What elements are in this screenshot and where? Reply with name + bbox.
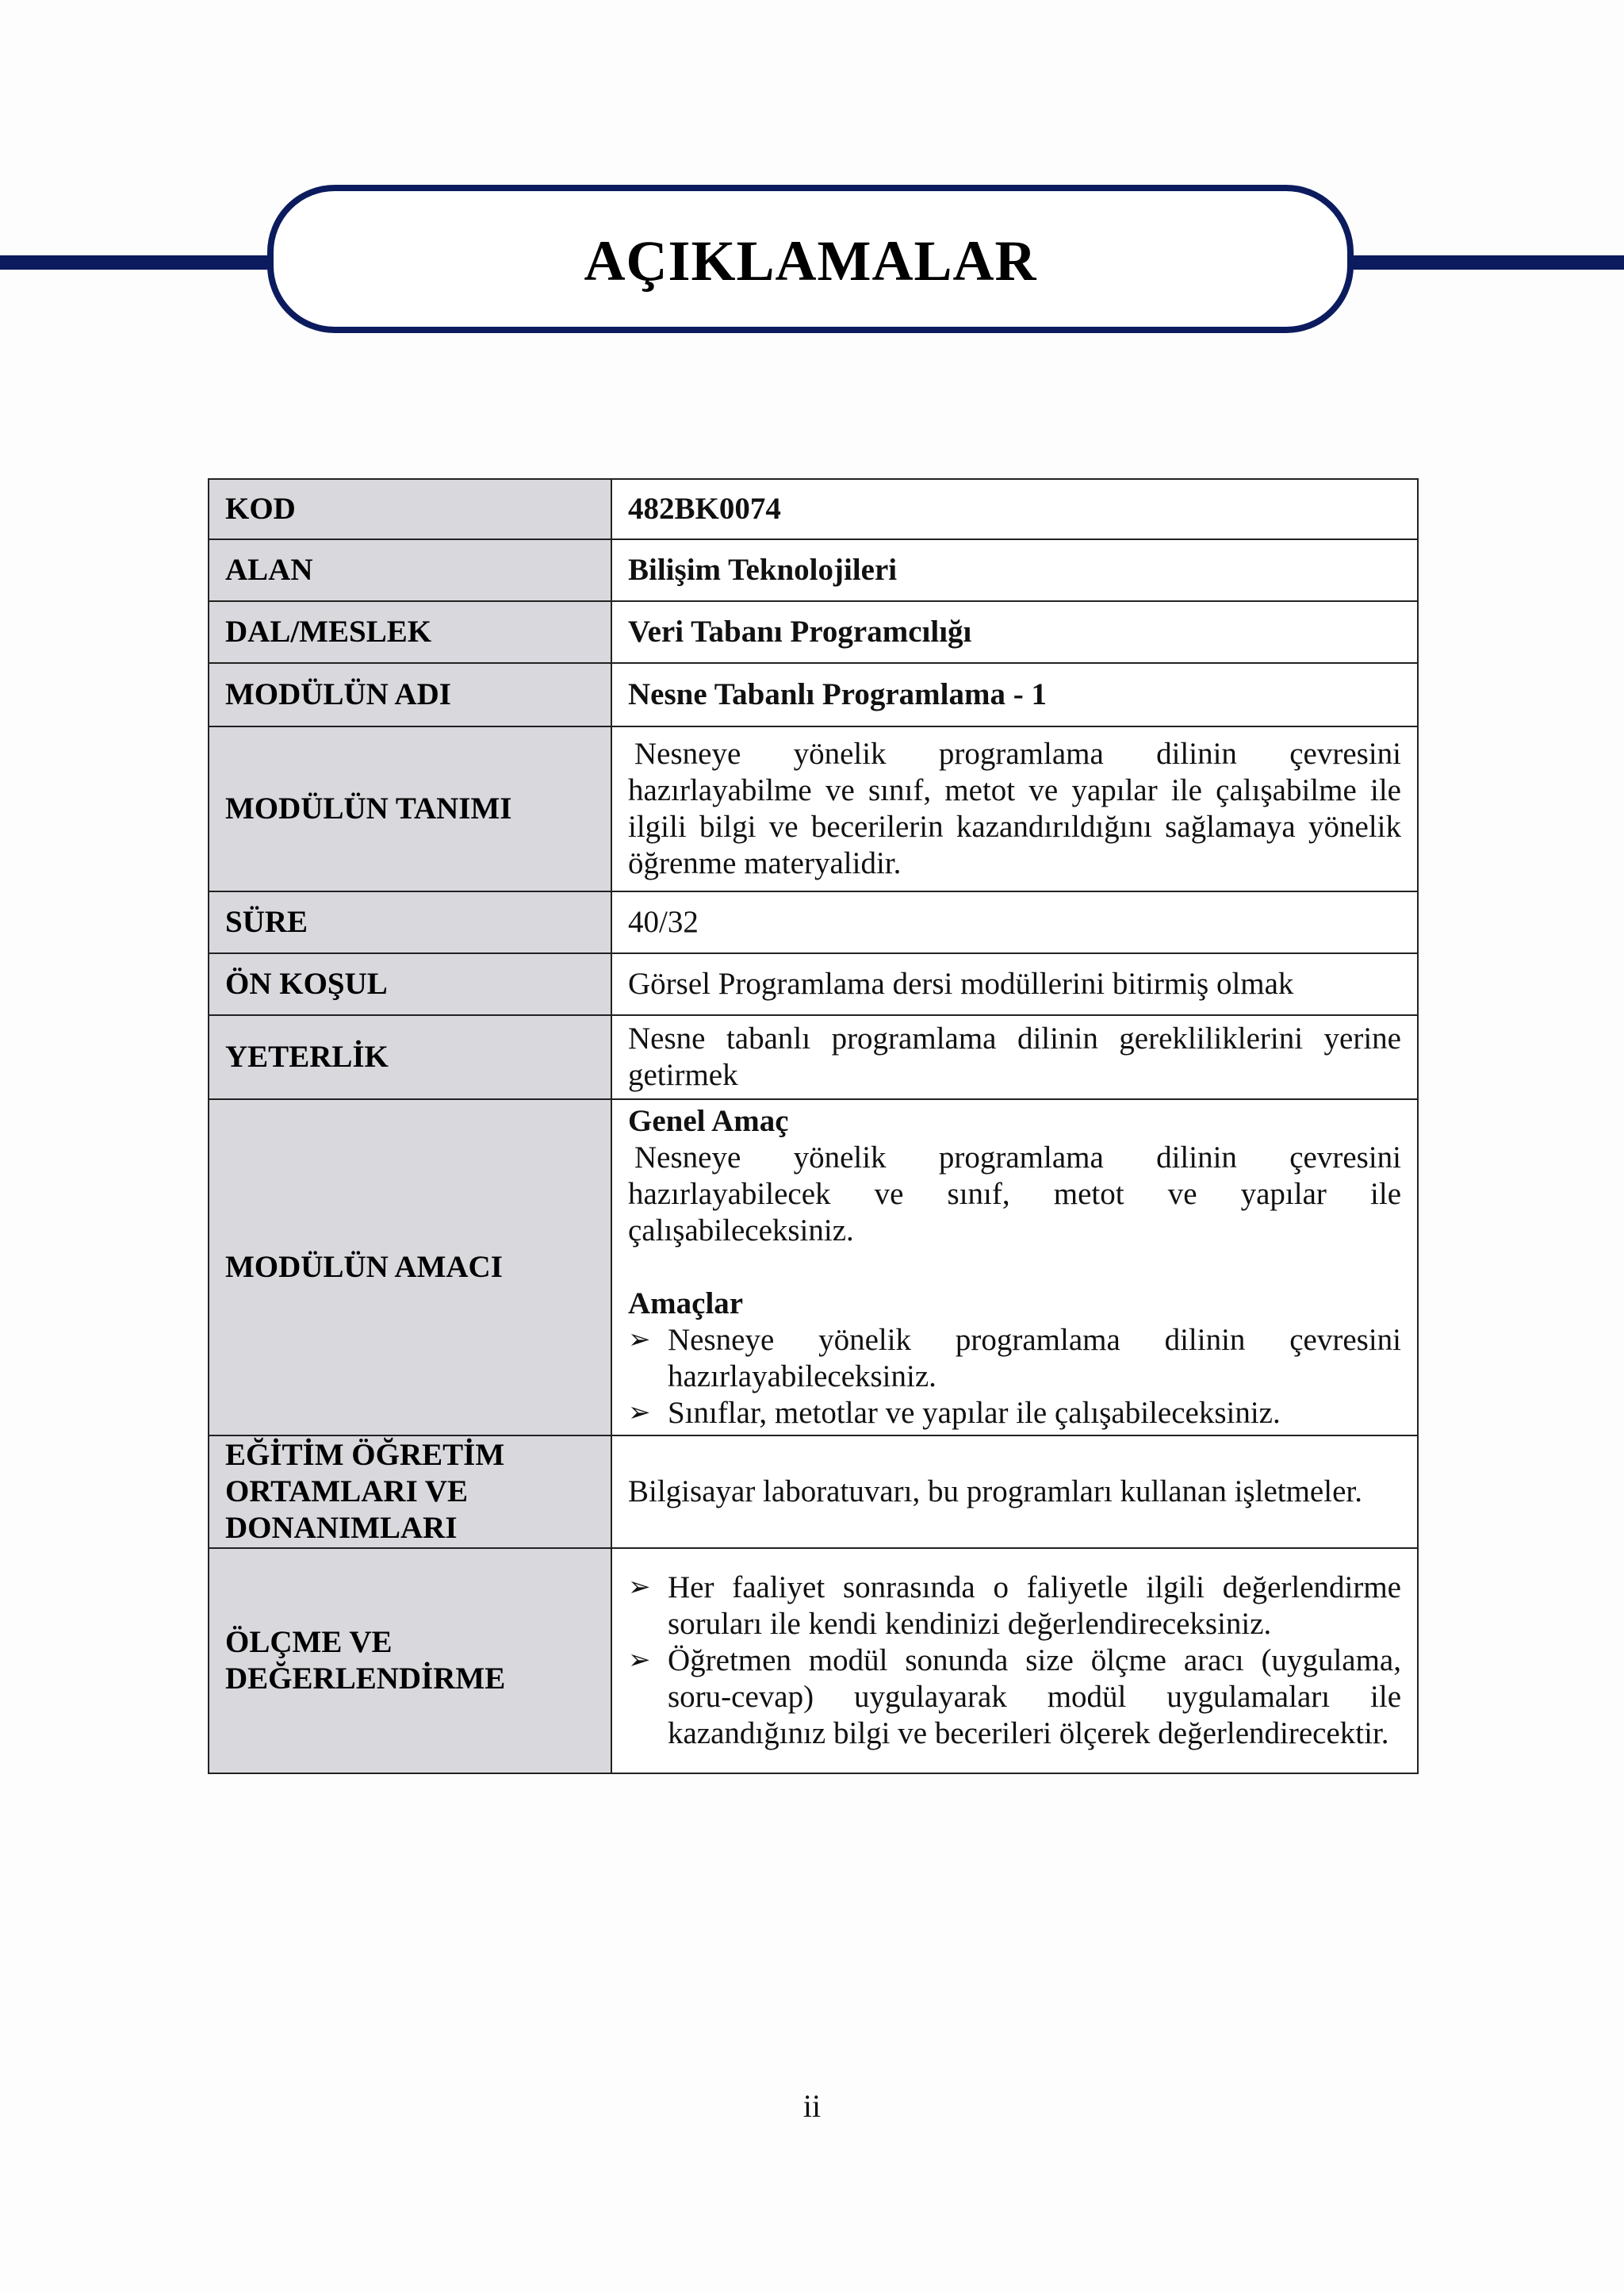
label-egitim-line1: EĞİTİM ÖĞRETİM — [225, 1438, 505, 1472]
label-olcme-line1: ÖLÇME VE — [225, 1625, 393, 1659]
value-modul-tanimi: Nesneye yönelik programlama dilinin çevresini hazırlayabilme ve sınıf, metot ve yapılar ile çalışabilme ile ilgili bilgi ve becerilerin kazandırıldığını sağlamaya yönelik öğrenme materyalidir. — [611, 726, 1418, 891]
olcme-item-1: Her faaliyet sonrasında o faliyetle ilgili değerlendirme soruları ile kendi kendinizi değerlendireceksiniz. — [668, 1570, 1401, 1641]
label-modul-adi: MODÜLÜN ADI — [209, 663, 611, 726]
value-egitim: Bilgisayar laboratuvarı, bu programları kullanan işletmeler. — [611, 1435, 1418, 1548]
table-row-olcme — [209, 1548, 1418, 1773]
label-on-kosul: ÖN KOŞUL — [209, 953, 611, 1015]
amac-item-1: Nesneye yönelik programlama dilinin çevresini hazırlayabileceksiniz. — [668, 1323, 1401, 1393]
page-number: ii — [802, 2088, 822, 2124]
label-alan: ALAN — [209, 539, 611, 601]
label-olcme-line2: DEĞERLENDİRME — [225, 1662, 506, 1696]
label-kod: KOD — [209, 479, 611, 539]
label-egitim — [209, 1435, 611, 1548]
value-modul-adi: Nesne Tabanlı Programlama - 1 — [611, 663, 1418, 726]
table-row-kod — [209, 479, 1418, 539]
table-row-modul-tanimi — [209, 726, 1418, 891]
table-row-dal — [209, 601, 1418, 663]
table-row-on-kosul — [209, 953, 1418, 1015]
amac-item-2: Sınıflar, metotlar ve yapılar ile çalışabileceksiniz. — [668, 1396, 1281, 1430]
label-dal: DAL/MESLEK — [209, 601, 611, 663]
title-banner — [267, 185, 1354, 333]
banner-line-right — [1348, 255, 1624, 270]
paragraph-spacer — [628, 1249, 1401, 1286]
list-item — [628, 1570, 1401, 1642]
arrow-bullet-icon: ➢ — [628, 1325, 651, 1355]
value-kod: 482BK0074 — [611, 479, 1418, 539]
label-yeterlik: YETERLİK — [209, 1015, 611, 1099]
value-yeterlik: Nesne tabanlı programlama dilinin gerekliliklerini yerine getirmek — [611, 1015, 1418, 1099]
arrow-bullet-icon: ➢ — [628, 1646, 651, 1675]
value-sure: 40/32 — [611, 891, 1418, 953]
table-row-alan — [209, 539, 1418, 601]
table-row-egitim — [209, 1435, 1418, 1548]
genel-amac-heading: Genel Amaç — [628, 1104, 789, 1138]
value-on-kosul: Görsel Programlama dersi modüllerini bitirmiş olmak — [611, 953, 1418, 1015]
arrow-bullet-icon: ➢ — [628, 1573, 651, 1602]
table-row-modul-adi — [209, 663, 1418, 726]
arrow-bullet-icon: ➢ — [628, 1398, 651, 1428]
amaclar-heading: Amaçlar — [628, 1286, 744, 1320]
value-alan: Bilişim Teknolojileri — [611, 539, 1418, 601]
value-dal: Veri Tabanı Programcılığı — [611, 601, 1418, 663]
module-info-table — [208, 478, 1419, 1774]
value-olcme — [611, 1548, 1418, 1773]
table-row-sure — [209, 891, 1418, 953]
list-item — [628, 1642, 1401, 1752]
banner-line-left — [0, 255, 278, 270]
list-item — [628, 1395, 1401, 1432]
label-modul-tanimi: MODÜLÜN TANIMI — [209, 726, 611, 891]
label-egitim-line2: ORTAMLARI VE — [225, 1474, 468, 1508]
label-egitim-line3: DONANIMLARI — [225, 1511, 458, 1545]
label-olcme — [209, 1548, 611, 1773]
table-row-yeterlik — [209, 1015, 1418, 1099]
page-title: AÇIKLAMALAR — [584, 229, 1037, 293]
label-sure: SÜRE — [209, 891, 611, 953]
olcme-item-2: Öğretmen modül sonunda size ölçme aracı (uygulama, soru-cevap) uygulayarak modül uygulamaları ile kazandığınız bilgi ve becerileri ölçerek değerlendirecektir. — [668, 1643, 1401, 1750]
label-modul-amaci: MODÜLÜN AMACI — [209, 1099, 611, 1435]
genel-amac-text: Nesneye yönelik programlama dilinin çevresini hazırlayabilecek ve sınıf, metot ve yapılar ile çalışabileceksiniz. — [628, 1140, 1401, 1248]
list-item — [628, 1322, 1401, 1395]
table-row-modul-amaci — [209, 1099, 1418, 1435]
value-modul-amaci — [611, 1099, 1418, 1435]
